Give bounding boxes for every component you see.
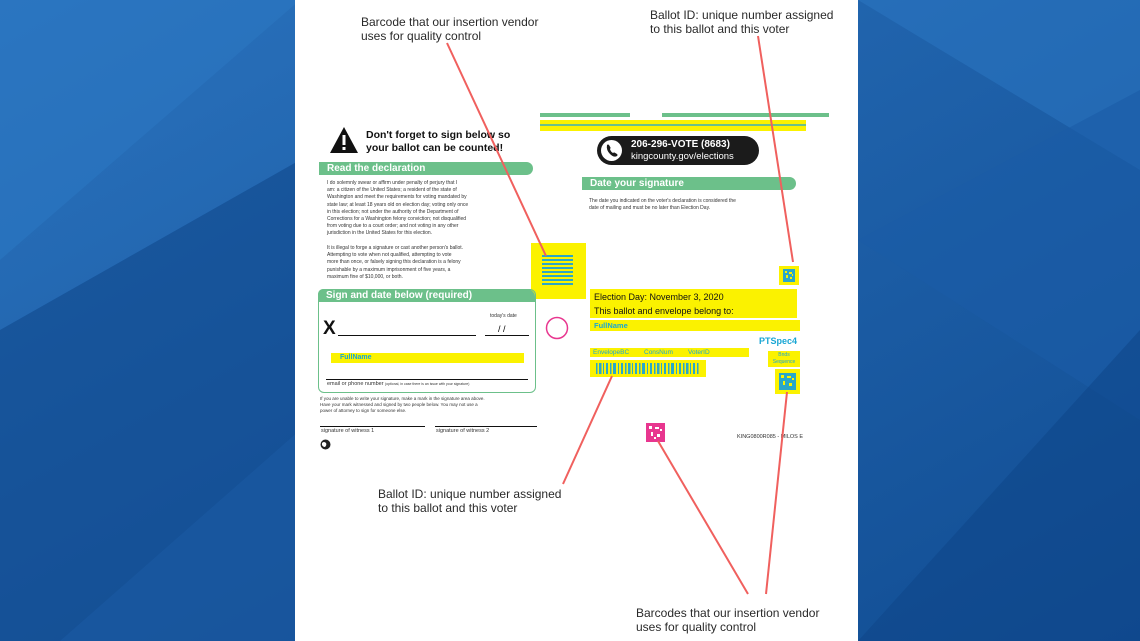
todays-date-label: today's date [490, 313, 517, 319]
fullname-field-left: FullName [331, 353, 524, 363]
sign-header: Sign and date below (required) [318, 289, 535, 302]
declaration-header: Read the declaration [319, 162, 533, 175]
email-label: email or phone number (optional, in case there is an issue with your signature) [327, 381, 470, 387]
date-text: The date you indicated on the voter's declaration is considered the date of mailing and must be no later than Election Day. [589, 198, 736, 212]
x-mark: X [323, 318, 336, 339]
ptspec-label: PTSpec4 [759, 336, 798, 346]
bnds-sequence: Bnds Sequence [768, 351, 800, 367]
declaration-text: I do solemnly swear or affirm under penalty of perjury that I am: a citizen of the United States; a resident of the state of Washington and meet the requirements for voting mandated by state law; at least 18 years old on election day; voting only once in this election; not under the authority of the Department of Corrections for a Washington felony conviction; not disqualified from voting due to a court order; and not voting in any other jurisdiction in the United States for this election. [327, 180, 469, 237]
election-day: Election Day: November 3, 2020 [594, 292, 724, 302]
witness2-label: signature of witness 2 [436, 428, 490, 434]
warning-text: Don't forget to sign below so your ballot can be counted! [366, 129, 511, 154]
website: kingcounty.gov/elections [631, 151, 734, 162]
witness1-label: signature of witness 1 [321, 428, 375, 434]
illegal-text: It is illegal to forge a signature or cast another person's ballot. Attempting to vote when not qualified, attempting to vote more than once, or falsely signing this declaration is a felony punishable by a maximum imprisonment of five years, a maximum fine of $10,000, or both. [327, 245, 464, 280]
envelope-fields: EnvelopeBC ConsNum VoterID [590, 348, 749, 357]
unable-text: If you are unable to write your signature, make a mark in the signature area above. Have your mark witnessed and signed by two people below. You may not use a power of attorney to sign for someone else. [320, 396, 485, 413]
kingcounty-code: KING0800R085 - MILOS E [737, 434, 804, 440]
annotation-top-left: Barcode that our insertion vendor uses for quality control [361, 15, 539, 43]
date-line[interactable]: / / [485, 324, 529, 336]
annotation-top-right: Ballot ID: unique number assigned to this ballot and this voter [650, 8, 834, 36]
annotation-bottom-left: Ballot ID: unique number assigned to this ballot and this voter [378, 487, 562, 515]
fullname-field-right: FullName [590, 320, 800, 331]
annotation-bottom-right: Barcodes that our insertion vendor uses for quality control [636, 606, 820, 634]
belong-text: This ballot and envelope belong to: [594, 306, 734, 316]
phone-number: 206-296-VOTE (8683) [631, 139, 730, 150]
date-header: Date your signature [582, 177, 796, 190]
